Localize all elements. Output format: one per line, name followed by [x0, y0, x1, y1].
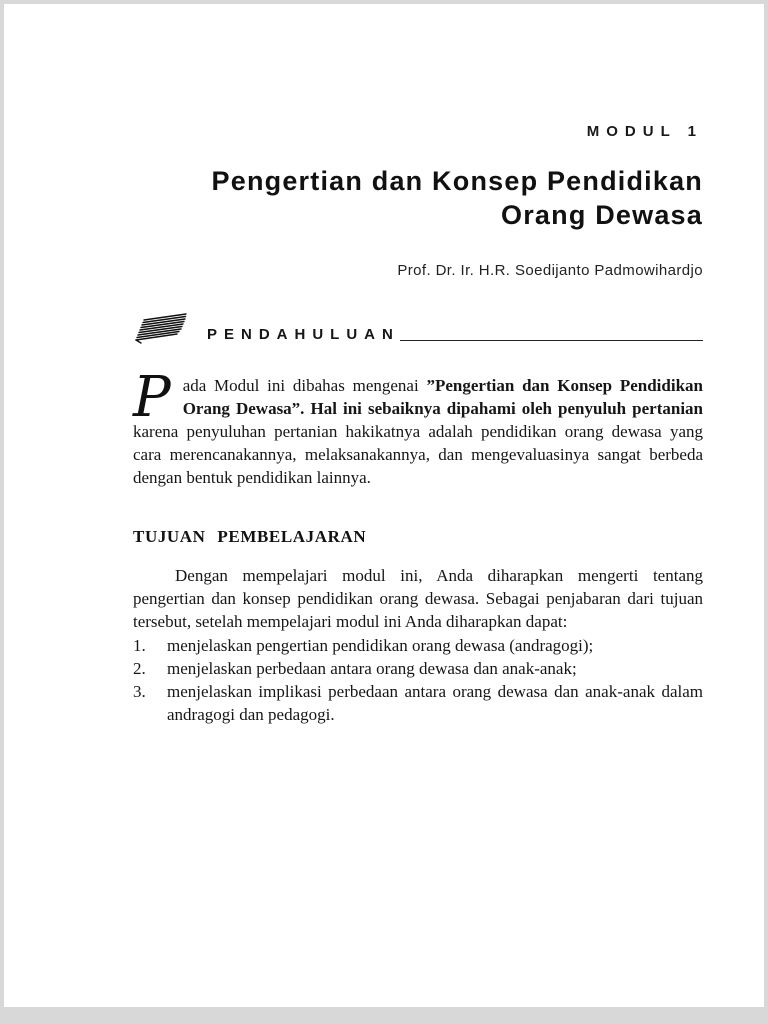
list-item-number: 3. [133, 682, 146, 701]
list-item-text: menjelaskan perbedaan antara orang dewasa dan anak-anak; [167, 659, 577, 678]
section-label: PENDAHULUAN [207, 326, 400, 343]
list-item [133, 657, 703, 680]
page-title [133, 164, 703, 232]
section-rule [400, 340, 703, 341]
tujuan-heading: TUJUAN PEMBELAJARAN [133, 527, 367, 546]
intro-paragraph [133, 365, 703, 489]
author-name: Prof. Dr. Ir. H.R. Soedijanto Padmowihardjo [397, 262, 703, 279]
intro-segment-2-bold: ”Pengertian dan Konsep Pendidikan Orang Dewasa”. Hal ini sebaiknya dipahami oleh penyuluh pertanian [182, 376, 703, 418]
hatched-book-icon [133, 312, 187, 344]
intro-segment-1: ada Modul ini dibahas mengenai [182, 376, 427, 395]
tujuan-list [133, 634, 703, 726]
list-item-text: menjelaskan implikasi perbedaan antara orang dewasa dan anak-anak dalam andragogi dan pedagogi. [167, 682, 703, 724]
list-item-number: 2. [133, 659, 146, 678]
title-line-2: Orang Dewasa [501, 200, 703, 230]
document-page [4, 4, 764, 1007]
title-line-1: Pengertian dan Konsep Pendidikan [211, 166, 703, 196]
list-item [133, 634, 703, 657]
tujuan-paragraph: Dengan mempelajari modul ini, Anda diharapkan mengerti tentang pengertian dan konsep pendidikan orang dewasa. Sebagai penjabaran dari tujuan tersebut, setelah mempelajari modul ini Anda diharapkan dapat: [133, 566, 703, 631]
module-label: MODUL 1 [586, 123, 703, 140]
list-item-number: 1. [133, 636, 146, 655]
list-item-text: menjelaskan pengertian pendidikan orang dewasa (andragogi); [167, 636, 594, 655]
section-header [133, 312, 703, 344]
list-item [133, 680, 703, 726]
dropcap-letter: P [133, 365, 171, 430]
intro-segment-3: karena penyuluhan pertanian hakikatnya adalah pendidikan orang dewasa yang cara merencanakannya, melaksanakannya, dan mengevaluasinya sangat berbeda dengan bentuk pendidikan lainnya. [133, 422, 703, 487]
